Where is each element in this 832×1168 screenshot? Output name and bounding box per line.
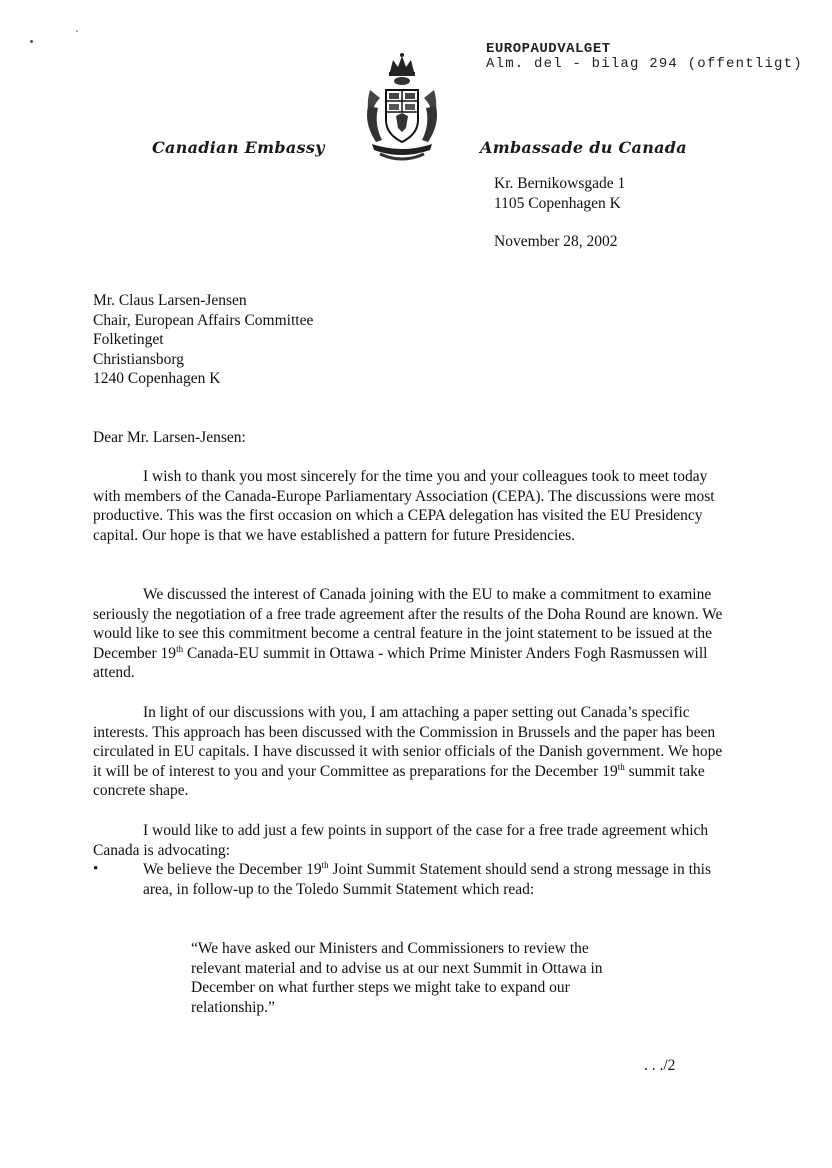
paragraph-3-text-b: summit take concrete shape. [93,762,705,800]
ordinal-suffix: th [617,761,625,772]
recipient-title: Chair, European Affairs Committee [93,311,314,329]
paragraph-3-text-a: In light of our discussions with you, I am attaching a paper setting out Canada’s specific interests. This approach has been discussed with the Commission in Brussels and the paper has been circulated in EU capitals. I have discussed it with senior officials of the Danish government. We hope it will be of interest to you and your Committee as preparations for the December 19 [93,704,723,780]
bullet-item [143,860,733,899]
letterhead-left-name: Canadian Embassy [152,138,325,157]
paragraph-4: I would like to add just a few points in support of the case for a free trade agreement which Canada is advocating: [93,822,709,859]
bullet-text-a: We believe the December 19 [143,861,322,878]
ordinal-suffix: th [321,859,329,870]
sender-address [494,174,625,213]
quoted-statement: “We have asked our Ministers and Commissioners to review the relevant material and to advise us at our next Summit in Ottawa in December on what further steps we might take to expand our relationship.” [191,940,603,1016]
scan-speck [76,30,78,32]
recipient-org: Folketinget [93,331,164,349]
archive-stamp [486,42,803,72]
ordinal-suffix: th [176,643,184,654]
bullet-marker: • [93,861,99,877]
sender-street: Kr. Bernikowsgade 1 [494,175,626,192]
letter-date: November 28, 2002 [494,233,618,250]
recipient-address [93,291,313,389]
recipient-name: Mr. Claus Larsen-Jensen [93,292,247,309]
stamp-line-1: EUROPAUDVALGET [486,41,611,57]
sender-city: 1105 Copenhagen K [494,194,621,212]
salutation: Dear Mr. Larsen-Jensen: [93,429,246,446]
letterhead-right-name: Ambassade du Canada [480,138,687,157]
recipient-building: Christiansborg [93,350,184,368]
stamp-line-2: Alm. del - bilag 294 (offentligt) [486,56,803,72]
recipient-city: 1240 Copenhagen K [93,370,221,388]
paragraph-1: I wish to thank you most sincerely for the time you and your colleagues took to meet today with members of the Canada-Europe Parliamentary Association (CEPA). The discussions were most productive. This was the first occasion on which a CEPA delegation has visited the EU Presidency capital. Our hope is that we have established a pattern for future Presidencies. [93,468,715,544]
canada-coat-of-arms-icon [360,50,444,162]
paragraph-2 [93,585,733,683]
paragraph-3 [93,703,733,801]
page-continuation-marker: . . ./2 [644,1057,676,1074]
bullet-text-b: Joint Summit Statement should send a strong message in this area, in follow-up to the Toledo Summit Statement which read: [143,861,711,898]
paragraph-2-text-b: Canada-EU summit in Ottawa - which Prime Minister Anders Fogh Rasmussen will attend. [93,644,708,682]
paragraph-2-text-a: We discussed the interest of Canada joining with the EU to make a commitment to examine seriously the negotiation of a free trade agreement after the results of the Doha Round are known. We would like to see this commitment become a central feature in the joint statement to be issued at the December 19 [93,586,723,662]
scan-speck [30,40,33,43]
